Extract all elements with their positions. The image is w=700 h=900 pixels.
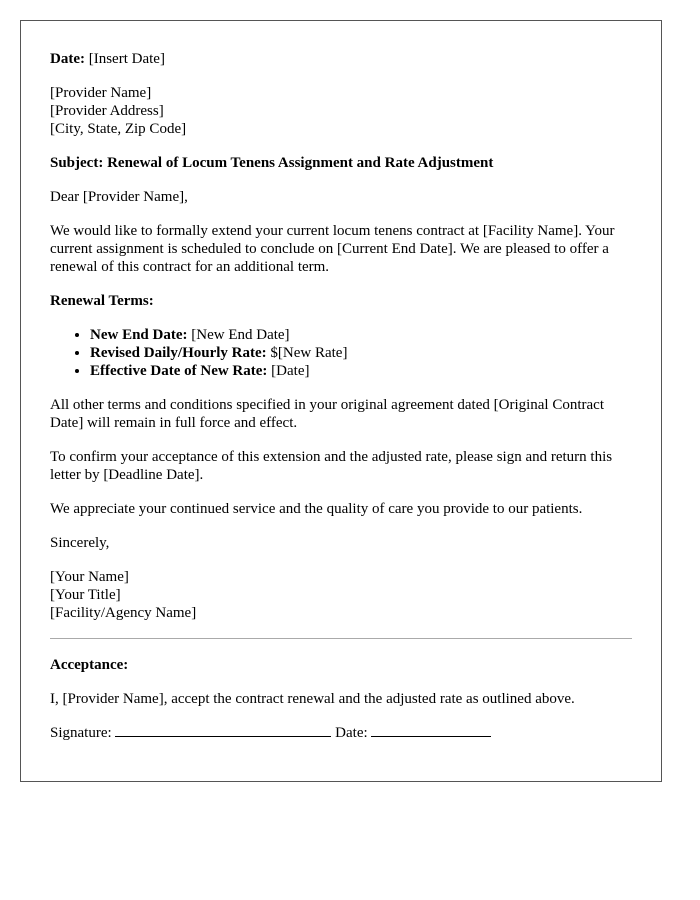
- subject-line: Subject: Renewal of Locum Tenens Assignment and Rate Adjustment: [50, 155, 494, 171]
- provider-city-line: [City, State, Zip Code]: [50, 121, 187, 137]
- term-label: Effective Date of New Rate:: [90, 363, 268, 379]
- date-line: [50, 50, 632, 68]
- terms-paragraph: All other terms and conditions specified in your original agreement dated [Original Contract Date] will remain in full force and effect.: [50, 397, 605, 431]
- signature-block: [50, 568, 632, 622]
- sender-organization: [Facility/Agency Name]: [50, 605, 197, 621]
- date-label: Date:: [50, 51, 85, 67]
- provider-address-block: [50, 84, 632, 138]
- letter-document: [20, 20, 662, 782]
- term-value: [New End Date]: [191, 327, 290, 343]
- date-value: [Insert Date]: [88, 51, 165, 67]
- confirm-paragraph: To confirm your acceptance of this extension and the adjusted rate, please sign and return this letter by [Deadline Date].: [50, 449, 613, 483]
- renewal-term-item: [90, 326, 632, 344]
- acceptance-date-field[interactable]: [371, 724, 491, 737]
- closing: Sincerely,: [50, 535, 110, 551]
- term-value: $[New Rate]: [270, 345, 348, 361]
- renewal-term-item: [90, 344, 632, 362]
- signature-field[interactable]: [115, 724, 331, 737]
- term-label: New End Date:: [90, 327, 188, 343]
- renewal-term-item: [90, 362, 632, 380]
- appreciation-paragraph: We appreciate your continued service and the quality of care you provide to our patients.: [50, 501, 583, 517]
- term-value: [Date]: [271, 363, 310, 379]
- acceptance-statement: I, [Provider Name], accept the contract renewal and the adjusted rate as outlined above.: [50, 691, 575, 707]
- provider-address-line: [Provider Address]: [50, 103, 164, 119]
- renewal-terms-list: [50, 326, 632, 380]
- sender-title: [Your Title]: [50, 587, 121, 603]
- section-divider: [50, 638, 632, 639]
- term-label: Revised Daily/Hourly Rate:: [90, 345, 267, 361]
- salutation: Dear [Provider Name],: [50, 189, 188, 205]
- acceptance-date-label: Date:: [335, 725, 368, 741]
- intro-paragraph: We would like to formally extend your current locum tenens contract at [Facility Name]. Your current assignment is scheduled to conclude on [Current End Date]. We are pleased to offer a renewal of this contract for an additional term.: [50, 223, 615, 275]
- sender-name: [Your Name]: [50, 569, 129, 585]
- acceptance-heading: Acceptance:: [50, 657, 129, 673]
- signature-row: [50, 724, 632, 742]
- provider-name-line: [Provider Name]: [50, 85, 152, 101]
- renewal-terms-heading: Renewal Terms:: [50, 293, 154, 309]
- signature-label: Signature:: [50, 725, 112, 741]
